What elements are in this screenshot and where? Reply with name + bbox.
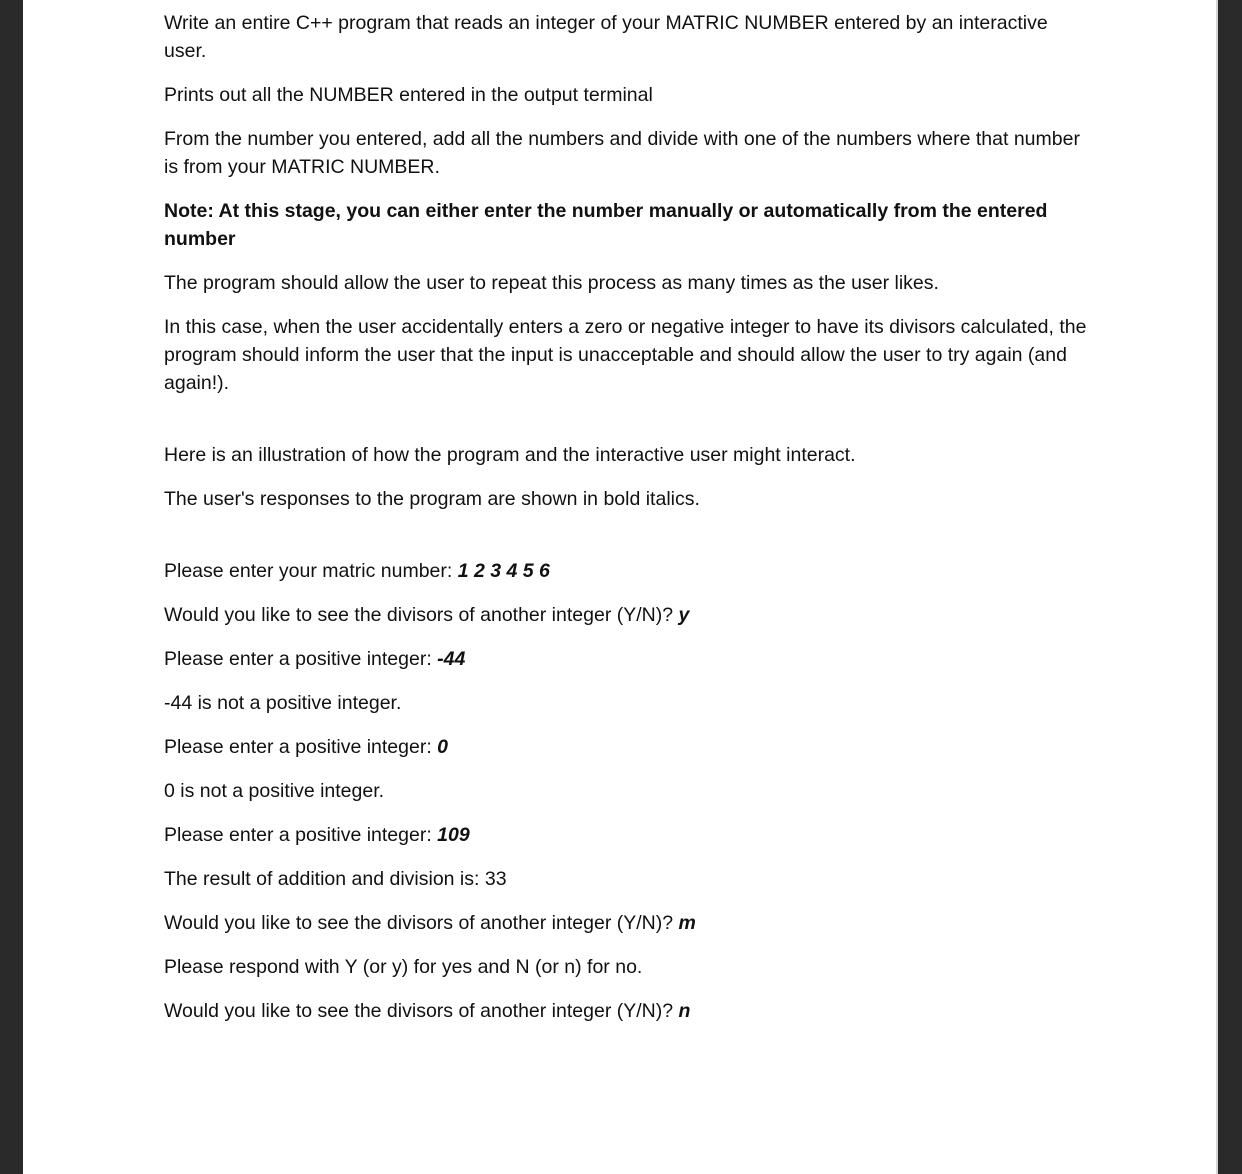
dialog-prompt: -44 is not a positive integer. xyxy=(164,692,402,714)
right-window-edge xyxy=(1218,0,1242,1174)
dialog-prompt: Please respond with Y (or y) for yes and N (or n) for no. xyxy=(164,956,643,978)
dialog-line xyxy=(164,601,1094,629)
left-window-edge xyxy=(0,0,23,1174)
dialog-prompt: Please enter your matric number: xyxy=(164,560,458,582)
dialog-line xyxy=(164,865,1094,893)
spacer xyxy=(164,529,1094,557)
dialog-line xyxy=(164,557,1094,585)
paragraph-instructions: Write an entire C++ program that reads an integer of your MATRIC NUMBER entered by an interactive user. xyxy=(164,12,1048,62)
dialog-line xyxy=(164,689,1094,717)
dialog-prompt: 0 is not a positive integer. xyxy=(164,780,385,802)
dialog-line xyxy=(164,821,1094,849)
dialog-prompt: Would you like to see the divisors of another integer (Y/N)? xyxy=(164,1000,679,1022)
paragraph-bold-italics-note: The user's responses to the program are shown in bold italics. xyxy=(164,488,700,510)
dialog-response: -44 xyxy=(437,648,466,670)
paragraph-note: Note: At this stage, you can either enter the number manually or automatically from the entered number xyxy=(164,200,1048,250)
dialog-prompt: Please enter a positive integer: xyxy=(164,648,438,670)
paragraph-invalid-input: In this case, when the user accidentally enters a zero or negative integer to have its divisors calculated, the program should inform the user that the input is unacceptable and should allow the user to try again (and again!). xyxy=(164,316,1087,394)
dialog-response: n xyxy=(678,1000,691,1022)
dialog-line xyxy=(164,909,1094,937)
dialog-line xyxy=(164,997,1094,1025)
dialog-line xyxy=(164,733,1094,761)
paragraph-add-divide: From the number you entered, add all the numbers and divide with one of the numbers where that number is from your MATRIC NUMBER. xyxy=(164,128,1080,178)
document-page xyxy=(23,0,1216,1174)
paragraph-illustration: Here is an illustration of how the program and the interactive user might interact. xyxy=(164,444,856,466)
dialog-prompt: Please enter a positive integer: xyxy=(164,736,438,758)
paragraph-repeat: The program should allow the user to repeat this process as many times as the user likes. xyxy=(164,272,939,294)
dialog-prompt: Please enter a positive integer: xyxy=(164,824,438,846)
dialog-response: y xyxy=(678,604,690,626)
dialog-line xyxy=(164,953,1094,981)
dialog-response: m xyxy=(678,912,696,934)
dialog-response: 1 2 3 4 5 6 xyxy=(457,560,550,582)
dialog-response: 109 xyxy=(437,824,470,846)
spacer xyxy=(164,413,1094,441)
dialog-line xyxy=(164,777,1094,805)
document-content xyxy=(164,9,1094,1041)
dialog-prompt: Would you like to see the divisors of another integer (Y/N)? xyxy=(164,604,679,626)
dialog-prompt: The result of addition and division is: 33 xyxy=(164,868,507,890)
paragraph-print: Prints out all the NUMBER entered in the output terminal xyxy=(164,84,653,106)
dialog-response: 0 xyxy=(437,736,449,758)
dialog-line xyxy=(164,645,1094,673)
dialog-prompt: Would you like to see the divisors of another integer (Y/N)? xyxy=(164,912,679,934)
